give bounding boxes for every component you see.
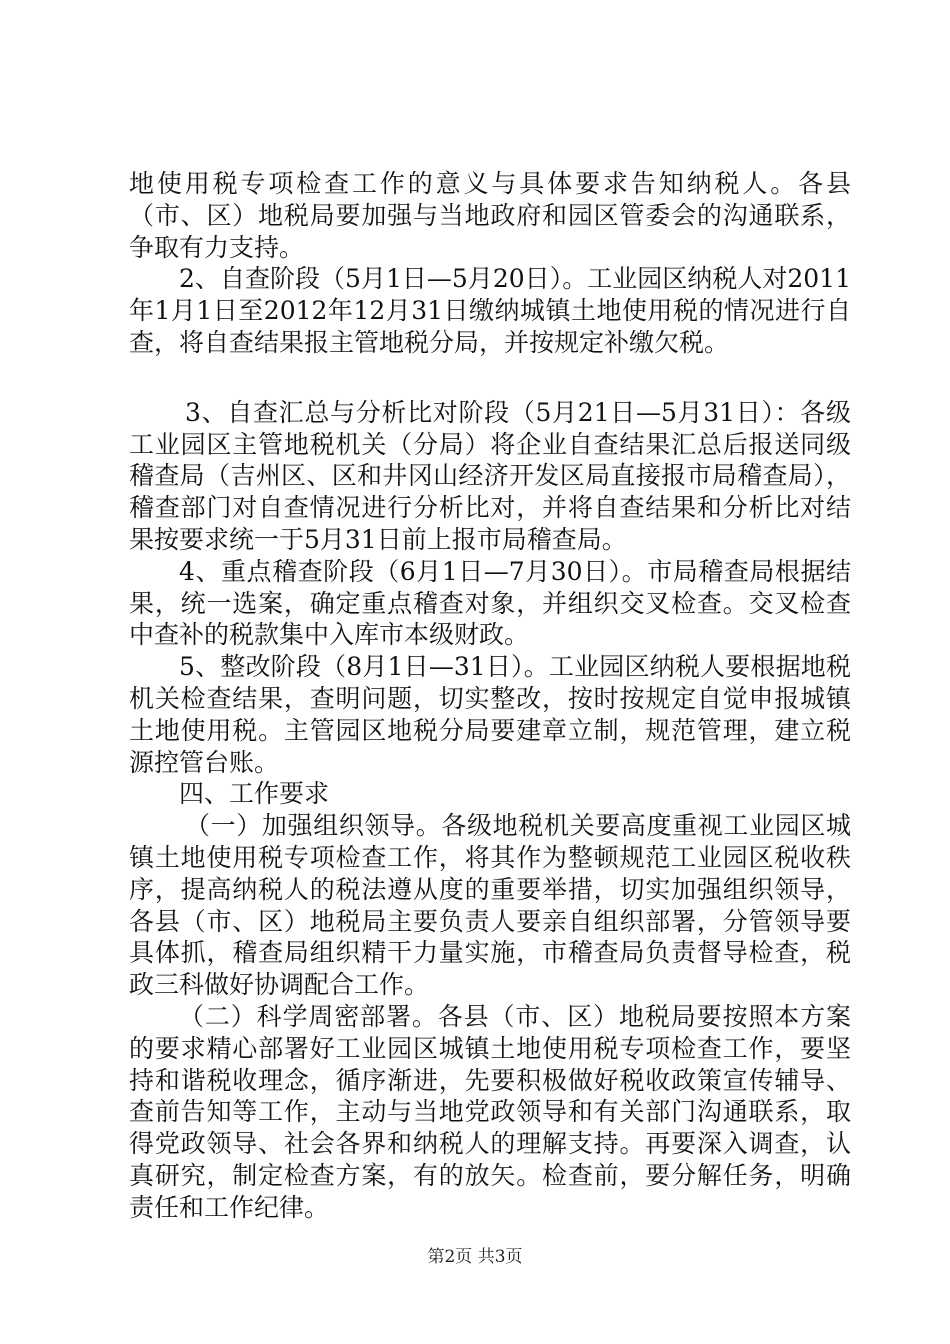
paragraph-summary-analysis-stage: 3、自查汇总与分析比对阶段（5月21日—5月31日）：各级工业园区主管地税机关（分局）将企业自查结果汇总后报送同级稽查局（吉州区、区和井冈山经济开发区局直接报市局稽查局），稽查部门对自查情况进行分析比对，并将自查结果和分析比对结果按要求统一于5月31日前上报市局稽查局。 [129,397,851,554]
page-footer [0,1246,950,1268]
paragraph-rectification-stage: 5、整改阶段（8月1日—31日）。工业园区纳税人要根据地税机关检查结果，查明问题，切实整改，按时按规定自觉申报城镇土地使用税。主管园区地税分局要建章立制，规范管理，建立税源控管台账。 [129,652,851,777]
page-number-label: 第2页 共3页 [427,1247,523,1267]
paragraph-scientific-deployment: （二）科学周密部署。各县（市、区）地税局要按照本方案的要求精心部署好工业园区城镇土地使用税专项检查工作，要坚持和谐税收理念，循序渐进，先要积极做好税收政策宣传辅导、查前告知等工作，主动与当地党政领导和有关部门沟通联系，取得党政领导、社会各界和纳税人的理解支持。再要深入调查，认真研究，制定检查方案，有的放矢。检查前，要分解任务，明确责任和工作纪律。 [129,1001,851,1222]
document-body [129,168,851,1224]
paragraph-key-audit-stage: 4、重点稽查阶段（6月1日—7月30日）。市局稽查局根据结果，统一选案，确定重点稽查对象，并组织交叉检查。交叉检查中查补的税款集中入库市本级财政。 [129,556,851,650]
paragraph-organization-leadership: （一）加强组织领导。各级地税机关要高度重视工业园区城镇土地使用税专项检查工作，将其作为整顿规范工业园区税收秩序，提高纳税人的税法遵从度的重要举措，切实加强组织领导，各县（市、区）地税局主要负责人要亲自组织部署，分管领导要具体抓，稽查局组织精干力量实施，市稽查局负责督导检查，税政三科做好协调配合工作。 [129,811,851,1000]
paragraph-self-check-stage: 2、自查阶段（5月1日—5月20日）。工业园区纳税人对2011年1月1日至2012年12月31日缴纳城镇土地使用税的情况进行自查，将自查结果报主管地税分局，并按规定补缴欠税。 [129,264,851,357]
section-heading-work-requirements: 四、工作要求 [179,779,330,809]
paragraph-continuation: 地使用税专项检查工作的意义与具体要求告知纳税人。各县（市、区）地税局要加强与当地政府和园区管委会的沟通联系，争取有力支持。 [129,169,851,262]
